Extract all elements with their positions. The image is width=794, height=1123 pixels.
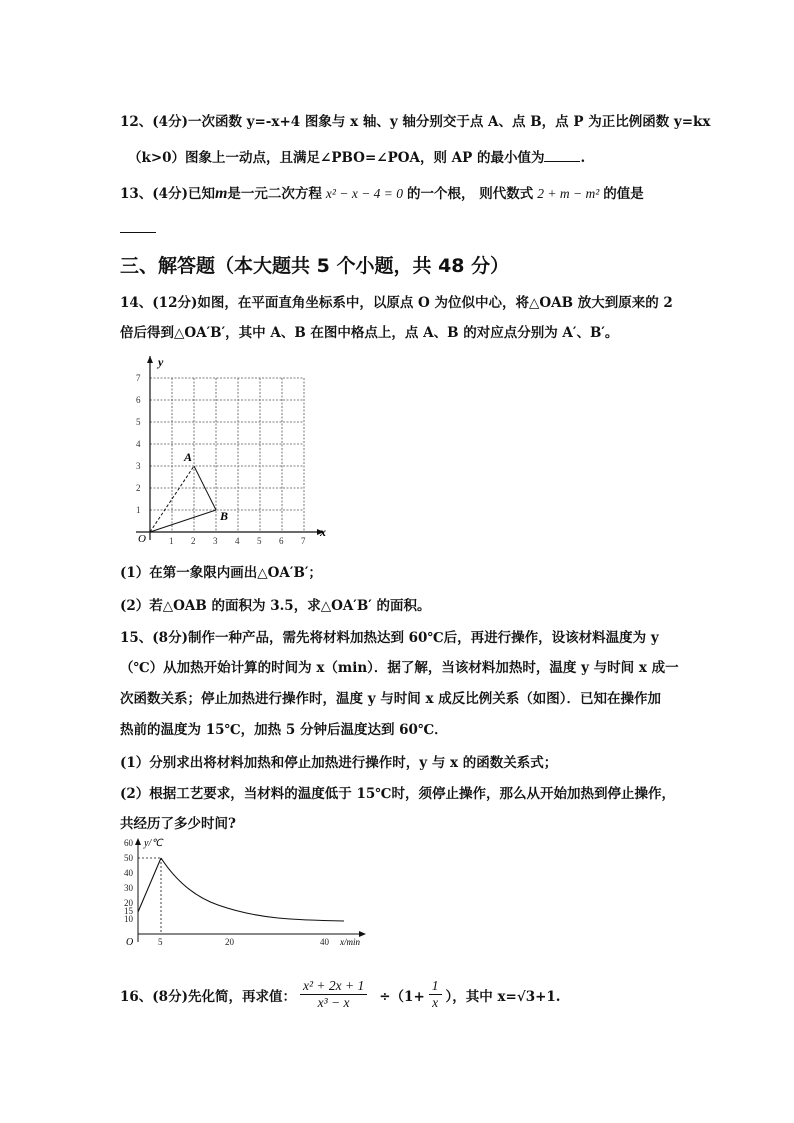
q13-expr: 2 + m − m² bbox=[537, 186, 600, 201]
q13-line bbox=[120, 182, 644, 203]
x-tick-label: 4 bbox=[235, 536, 240, 545]
q15-sub1: (1）分别求出将材料加热和停止加热进行操作时，y 与 x 的函数关系式； bbox=[120, 755, 558, 771]
q12-line1: 12、(4分)一次函数 y=-x+4 图象与 x 轴、y 轴分别交于点 A、点 B，点 P 为正比例函数 y=kx bbox=[120, 114, 711, 130]
x-axis-label: x/min bbox=[340, 937, 360, 947]
q13-equation: x² − x − 4 = 0 bbox=[325, 186, 404, 201]
x-tick-label: 5 bbox=[158, 937, 163, 947]
y-tick-label: 40 bbox=[124, 868, 133, 878]
origin-label: O bbox=[126, 937, 134, 948]
y-tick-label: 5 bbox=[136, 417, 141, 427]
y-tick-label: 15 bbox=[124, 906, 133, 916]
q15-line3: 次函数关系；停止加热进行操作时，温度 y 与时间 x 成反比例关系（如图）．已知在操作加 bbox=[120, 691, 661, 707]
x-tick-label: 20 bbox=[225, 937, 234, 947]
q14-line2: 倍后得到△OA′B′，其中 A、B 在图中格点上，点 A、B 的对应点分别为 A′、B′。 bbox=[120, 325, 619, 341]
y-tick-label: 50 bbox=[124, 853, 133, 863]
x-tick-label: 7 bbox=[301, 536, 306, 545]
x-axis-label: x bbox=[320, 525, 326, 539]
section-title: 三、解答题（本大题共 5 个小题，共 48 分） bbox=[120, 255, 510, 277]
x-tick-label: 5 bbox=[257, 536, 262, 545]
x-axis-arrow bbox=[359, 931, 366, 937]
heating-line bbox=[138, 858, 161, 912]
q15-line1: 15、(8分)制作一种产品，需先将材料加热达到 60℃后，再进行操作，设该材料温度为 y bbox=[120, 630, 659, 646]
y-tick-label: 2 bbox=[136, 483, 141, 493]
x-tick-label: 40 bbox=[320, 937, 329, 947]
y-tick-label: 6 bbox=[136, 395, 141, 405]
y-axis-arrow bbox=[147, 356, 153, 363]
q13-answer-blank bbox=[120, 232, 156, 233]
cooling-curve bbox=[161, 858, 344, 921]
triangle-OAB bbox=[150, 466, 216, 532]
q15-line4: 热前的温度为 15℃，加热 5 分钟后温度达到 60℃． bbox=[120, 722, 448, 738]
q12-line2-text: （k>0）图象上一动点，且满足∠PBO=∠POA，则 AP 的最小值为 bbox=[128, 150, 545, 166]
q15-sub2-line1: (2）根据工艺要求，当材料的温度低于 15℃时，须停止操作，那么从开始加热到停止操作， bbox=[120, 786, 675, 802]
q16-inner-denominator: x bbox=[432, 995, 439, 1010]
q15-sub2-line2: 共经历了多少时间? bbox=[120, 816, 236, 832]
y-tick-label: 20 bbox=[124, 898, 133, 908]
q16-inner-fraction bbox=[429, 978, 442, 1011]
answer-blank bbox=[544, 149, 580, 162]
q16-prefix: 16、(8分)先化简，再求值： bbox=[120, 988, 296, 1005]
x-tick-label: 1 bbox=[169, 536, 174, 545]
q13-suffix: 的值是 bbox=[603, 186, 644, 202]
q14-sub1: (1）在第一象限内画出△OA′B′； bbox=[120, 565, 322, 581]
q16-numerator: x² + 2x + 1 bbox=[300, 978, 367, 995]
q16-denominator: x³ − x bbox=[317, 995, 350, 1010]
q13-mid2: 的一个根， 则代数式 bbox=[407, 186, 534, 202]
q16-divide: ÷（1+ bbox=[379, 988, 425, 1005]
q16-line bbox=[120, 978, 561, 1011]
y-tick-label: 10 bbox=[124, 914, 133, 924]
q14-sub2: (2）若△OAB 的面积为 3.5，求△OA′B′ 的面积。 bbox=[120, 598, 431, 614]
q13-prefix: 13、(4分)已知 bbox=[120, 186, 215, 202]
x-tick-label: 2 bbox=[191, 536, 196, 545]
point-B-label: B bbox=[220, 509, 229, 523]
q16-inner-numerator: 1 bbox=[429, 978, 442, 995]
y-axis-arrow bbox=[135, 838, 141, 845]
temperature-graph-figure bbox=[118, 834, 378, 952]
coordinate-grid-figure bbox=[126, 350, 336, 545]
y-tick-label: 3 bbox=[136, 461, 141, 471]
q13-m: m bbox=[214, 185, 228, 202]
q15-line2: （℃）从加热开始计算的时间为 x（min）．据了解，当该材料加热时，温度 y 与时间 x 成一 bbox=[120, 660, 679, 676]
y-tick-label: 30 bbox=[124, 883, 133, 893]
q16-fraction bbox=[300, 978, 367, 1011]
q14-line1: 14、(12分)如图，在平面直角坐标系中，以原点 O 为位似中心，将△OAB 放大到原来的 2 bbox=[120, 295, 673, 311]
y-tick-label: 7 bbox=[136, 373, 141, 383]
y-tick-label: 60 bbox=[124, 838, 133, 848]
y-axis-label: y bbox=[158, 355, 164, 369]
q12-line2 bbox=[128, 146, 585, 166]
point-A-label: A bbox=[184, 450, 193, 464]
origin-label: O bbox=[138, 533, 146, 545]
q13-mid: 是一元二次方程 bbox=[227, 186, 322, 202]
y-tick-label: 1 bbox=[136, 505, 141, 515]
q16-suffix: ），其中 x=√3+1. bbox=[445, 988, 561, 1005]
y-axis-label: y/℃ bbox=[144, 838, 163, 849]
x-tick-label: 3 bbox=[213, 536, 218, 545]
y-tick-label: 4 bbox=[136, 439, 141, 449]
q12-line2-end: . bbox=[580, 150, 586, 166]
x-tick-label: 6 bbox=[279, 536, 284, 545]
